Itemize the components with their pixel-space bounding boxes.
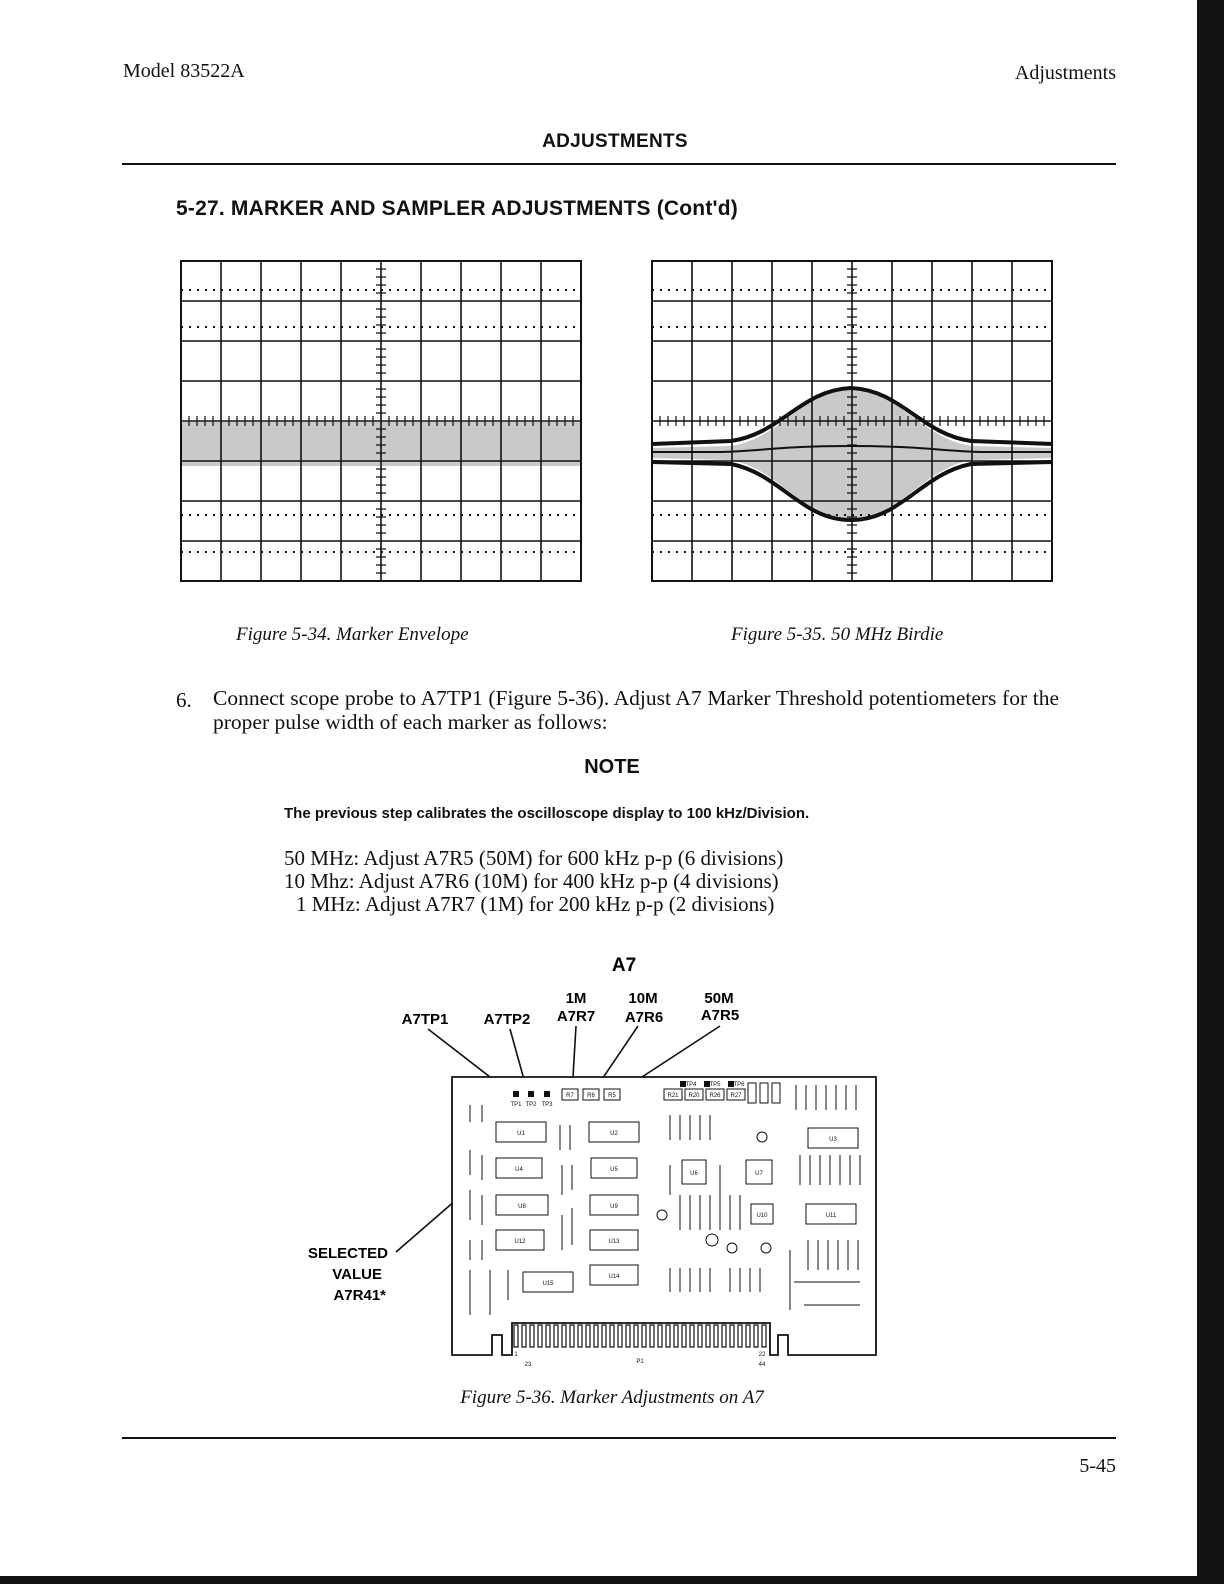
test-point-markers: [513, 1091, 550, 1097]
connector-pin-22: 22: [758, 1352, 766, 1358]
top-rule: [122, 163, 1116, 165]
tp5-label: TP5: [709, 1082, 721, 1088]
connector-pin-44: 44: [758, 1362, 766, 1368]
label-r7-value: 1M: [565, 990, 587, 1007]
tp3-label: TP3: [541, 1102, 553, 1108]
r6-pad-label: R6: [587, 1093, 595, 1099]
note-body: The previous step calibrates the oscilloscope display to 100 kHz/Division.: [284, 805, 810, 822]
u1-label: U1: [517, 1131, 525, 1137]
tp4-label: TP4: [685, 1082, 697, 1088]
board-title: A7: [611, 955, 637, 976]
tp1-label: TP1: [510, 1102, 522, 1108]
r20-pad-label: R20: [688, 1093, 700, 1099]
u7-label: U7: [755, 1171, 763, 1177]
edge-connector: [514, 1325, 766, 1347]
u9-label: U9: [610, 1204, 618, 1210]
bottom-rule: [122, 1437, 1116, 1439]
u12-label: U12: [514, 1239, 526, 1245]
adjustment-50mhz: 50 MHz: Adjust A7R5 (50M) for 600 kHz p-p (6 divisions): [284, 846, 784, 870]
figure-5-36-caption: Figure 5-36. Marker Adjustments on A7: [460, 1387, 764, 1408]
adjustment-1mhz: 1 MHz: Adjust A7R7 (1M) for 200 kHz p-p (2 divisions): [296, 892, 775, 916]
figure-5-35-graticule: [651, 260, 1055, 584]
r21-pad-label: R21: [667, 1093, 679, 1099]
connector-pin-23: 23: [524, 1362, 532, 1368]
u2-label: U2: [610, 1131, 618, 1137]
label-value: VALUE: [332, 1266, 382, 1283]
r27-pad-label: R27: [730, 1093, 742, 1099]
u10-label: U10: [756, 1213, 768, 1219]
label-a7r6: A7R6: [624, 1009, 664, 1026]
u6-label: U6: [690, 1171, 698, 1177]
label-r5-value: 50M: [704, 990, 734, 1007]
section-title: ADJUSTMENTS: [542, 131, 688, 152]
label-a7r41: A7R41*: [333, 1287, 386, 1304]
u3-label: U3: [829, 1137, 837, 1143]
u8-label: U8: [518, 1204, 526, 1210]
label-a7tp1: A7TP1: [401, 1011, 449, 1028]
scan-edge-bottom: [0, 1576, 1224, 1584]
u4-label: U4: [515, 1167, 523, 1173]
tp2-label: TP2: [525, 1102, 537, 1108]
page-number: 5-45: [1079, 1455, 1116, 1477]
r7-pad-label: R7: [566, 1093, 574, 1099]
step-text: Connect scope probe to A7TP1 (Figure 5-36). Adjust A7 Marker Threshold potentiometers for the proper pulse width of each marker as follows:: [213, 686, 1059, 734]
figure-5-34-graticule: [180, 260, 584, 584]
adjustment-10mhz: 10 Mhz: Adjust A7R6 (10M) for 400 kHz p-p (4 divisions): [284, 869, 779, 893]
note-title: NOTE: [584, 756, 640, 778]
subsection-title: 5-27. MARKER AND SAMPLER ADJUSTMENTS (Cont'd): [176, 197, 738, 220]
graticule-grid: [181, 261, 581, 581]
header-model: Model 83522A: [123, 60, 245, 82]
u14-label: U14: [608, 1274, 620, 1280]
r5-pad-label: R5: [608, 1093, 616, 1099]
tp6-label: TP6: [733, 1082, 745, 1088]
u11-label: U11: [825, 1213, 837, 1219]
graticule-grid: [652, 261, 1052, 581]
connector-name: P1: [636, 1359, 644, 1365]
u5-label: U5: [610, 1167, 618, 1173]
label-a7r5: A7R5: [700, 1007, 740, 1024]
r26-pad-label: R26: [709, 1093, 721, 1099]
u15-label: U15: [542, 1281, 554, 1287]
connector-pin-1: 1: [514, 1352, 518, 1358]
figure-5-34-caption: Figure 5-34. Marker Envelope: [236, 624, 469, 645]
label-selected: SELECTED: [307, 1245, 388, 1262]
label-a7tp2: A7TP2: [483, 1011, 531, 1028]
figure-5-36-board-diagram: [300, 950, 890, 1370]
u13-label: U13: [608, 1239, 620, 1245]
scan-edge-right: [1197, 0, 1224, 1584]
step-number: 6.: [176, 688, 192, 712]
label-a7r7: A7R7: [556, 1008, 596, 1025]
header-section: Adjustments: [1014, 62, 1116, 84]
figure-5-35-caption: Figure 5-35. 50 MHz Birdie: [731, 624, 944, 645]
label-r6-value: 10M: [628, 990, 658, 1007]
